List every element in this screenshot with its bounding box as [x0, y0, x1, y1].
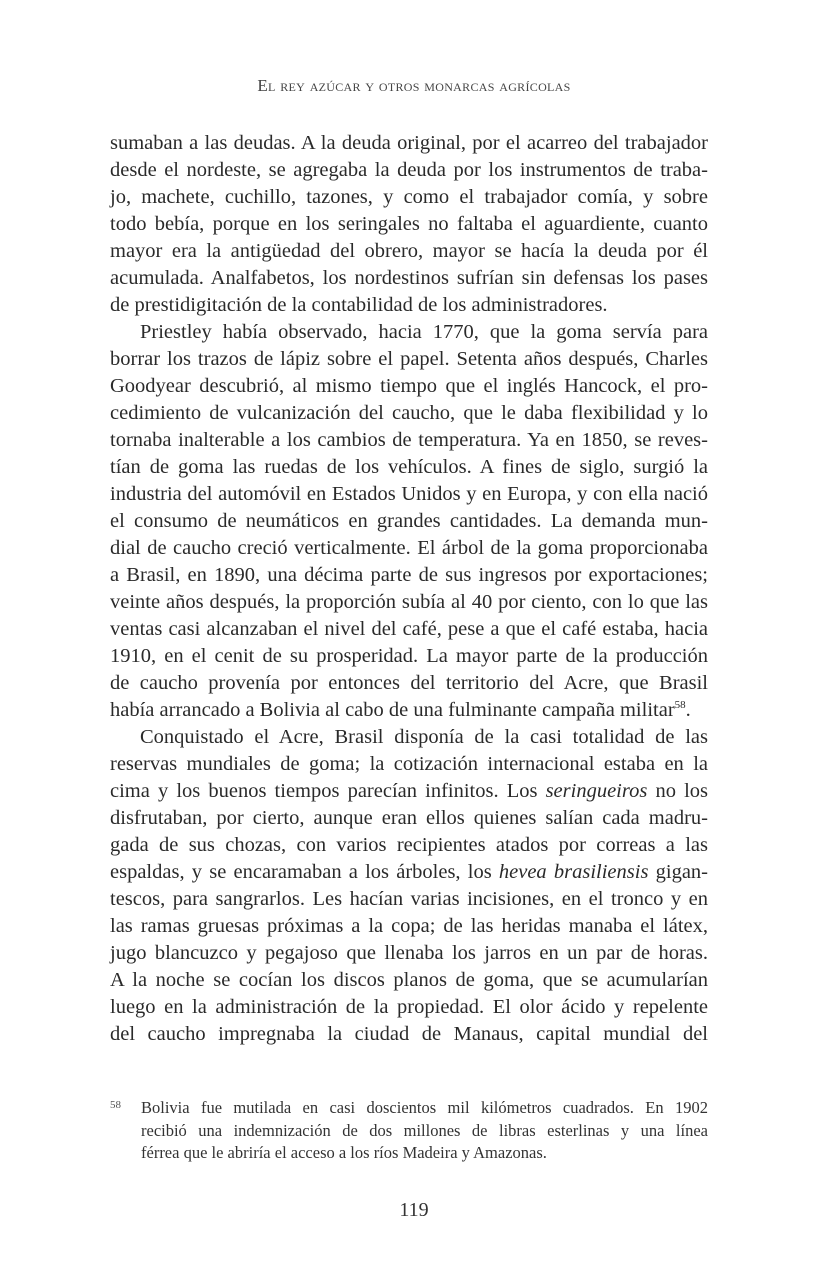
- text-line: de prestidigitación de la contabilidad de los administradores.: [110, 294, 608, 316]
- text-line: las ramas gruesas próximas a la copa; de las heridas manaba el látex,: [110, 915, 708, 937]
- text-line: jugo blancuzco y pegajoso que llenaba los jarros en un par de horas.: [110, 942, 708, 964]
- text-line: borrar los trazos de lápiz sobre el papel. Setenta años después, Charles: [110, 348, 708, 370]
- text-line: industria del automóvil en Estados Unidos y en Europa, y con ella nació: [110, 483, 708, 505]
- paragraph: [110, 724, 708, 1048]
- text-line: cedimiento de vulcanización del caucho, que le daba flexibilidad y lo: [110, 402, 708, 424]
- text-line: veinte años después, la proporción subía al 40 por ciento, con lo que las: [110, 591, 708, 613]
- text-line: acumulada. Analfabetos, los nordestinos sufrían sin defensas los pases: [110, 267, 708, 289]
- text-line: [110, 859, 708, 886]
- text-line: del caucho impregnaba la ciudad de Manaus, capital mundial del: [110, 1023, 708, 1045]
- footnote-line: férrea que le abriría el acceso a los ríos Madeira y Amazonas.: [141, 1143, 547, 1162]
- page-number: 119: [399, 1199, 429, 1221]
- text-line: tescos, para sangrarlos. Les hacían varias incisiones, en el tronco y en: [110, 888, 708, 910]
- text-span: espaldas, y se encaramaban a los árboles, los: [110, 861, 492, 883]
- text-line: desde el nordeste, se agregaba la deuda por los instrumentos de traba-: [110, 159, 708, 181]
- text-span: no los: [655, 780, 708, 802]
- footnote-line: recibió una indemnización de dos millones de libras esterlinas y una línea: [141, 1120, 708, 1140]
- paragraph: [110, 130, 708, 319]
- text-line: todo bebía, porque en los seringales no faltaba el aguardiente, cuanto: [110, 213, 708, 235]
- text-line: disfrutaban, por cierto, aunque eran ellos quienes salían cada madru-: [110, 807, 708, 829]
- body-text: [110, 130, 708, 1048]
- text-line: dial de caucho creció verticalmente. El árbol de la goma proporcionaba: [110, 537, 708, 559]
- footnote: [110, 1097, 708, 1165]
- text-line: sumaban a las deudas. A la deuda original, por el acarreo del trabajador: [110, 132, 708, 154]
- text-line: a Brasil, en 1890, una décima parte de sus ingresos por exportaciones;: [110, 564, 708, 586]
- text-line: 1910, en el cenit de su prosperidad. La mayor parte de la producción: [110, 645, 708, 667]
- text-line: gada de sus chozas, con varios recipientes atados por correas a las: [110, 834, 708, 856]
- text-line: Conquistado el Acre, Brasil disponía de la casi totalidad de las: [140, 726, 708, 748]
- text-line: luego en la administración de la propiedad. El olor ácido y repelente: [110, 996, 708, 1018]
- text-line: Priestley había observado, hacia 1770, que la goma servía para: [140, 321, 708, 343]
- text-span: cima y los buenos tiempos parecían infinitos. Los: [110, 780, 538, 802]
- italic-term: seringueiros: [545, 780, 648, 802]
- text-line: tían de goma las ruedas de los vehículos. A fines de siglo, surgió la: [110, 456, 708, 478]
- text-line: A la noche se cocían los discos planos de goma, que se acumularían: [110, 969, 708, 991]
- text-line: ventas casi alcanzaban el nivel del café, pese a que el café estaba, hacia: [110, 618, 708, 640]
- text-span: gigan-: [655, 861, 709, 883]
- text-line: jo, machete, cuchillo, tazones, y como el trabajador comía, y sobre: [110, 186, 708, 208]
- paragraph: [110, 319, 708, 724]
- text-span: había arrancado a Bolivia al cabo de una fulminante campaña militar: [110, 699, 675, 721]
- text-span: .: [685, 699, 691, 721]
- footnote-line: Bolivia fue mutilada en casi doscientos mil kilómetros cuadrados. En 1902: [141, 1098, 708, 1117]
- footnote-reference[interactable]: 58: [674, 699, 686, 711]
- text-line: [110, 778, 708, 805]
- text-line: [110, 697, 708, 724]
- text-line: el consumo de neumáticos en grandes cantidades. La demanda mun-: [110, 510, 708, 532]
- text-line: de caucho provenía por entonces del territorio del Acre, que Brasil: [110, 672, 708, 694]
- text-line: Goodyear descubrió, al mismo tiempo que el inglés Hancock, el pro-: [110, 375, 708, 397]
- running-head: El rey azúcar y otros monarcas agrícolas: [257, 76, 571, 95]
- text-line: tornaba inalterable a los cambios de temperatura. Ya en 1850, se reves-: [110, 429, 708, 451]
- footnote-number: 58: [110, 1099, 121, 1111]
- text-line: reservas mundiales de goma; la cotización internacional estaba en la: [110, 753, 708, 775]
- text-line: mayor era la antigüedad del obrero, mayor se hacía la deuda por él: [110, 240, 708, 262]
- italic-term: hevea brasiliensis: [498, 861, 649, 883]
